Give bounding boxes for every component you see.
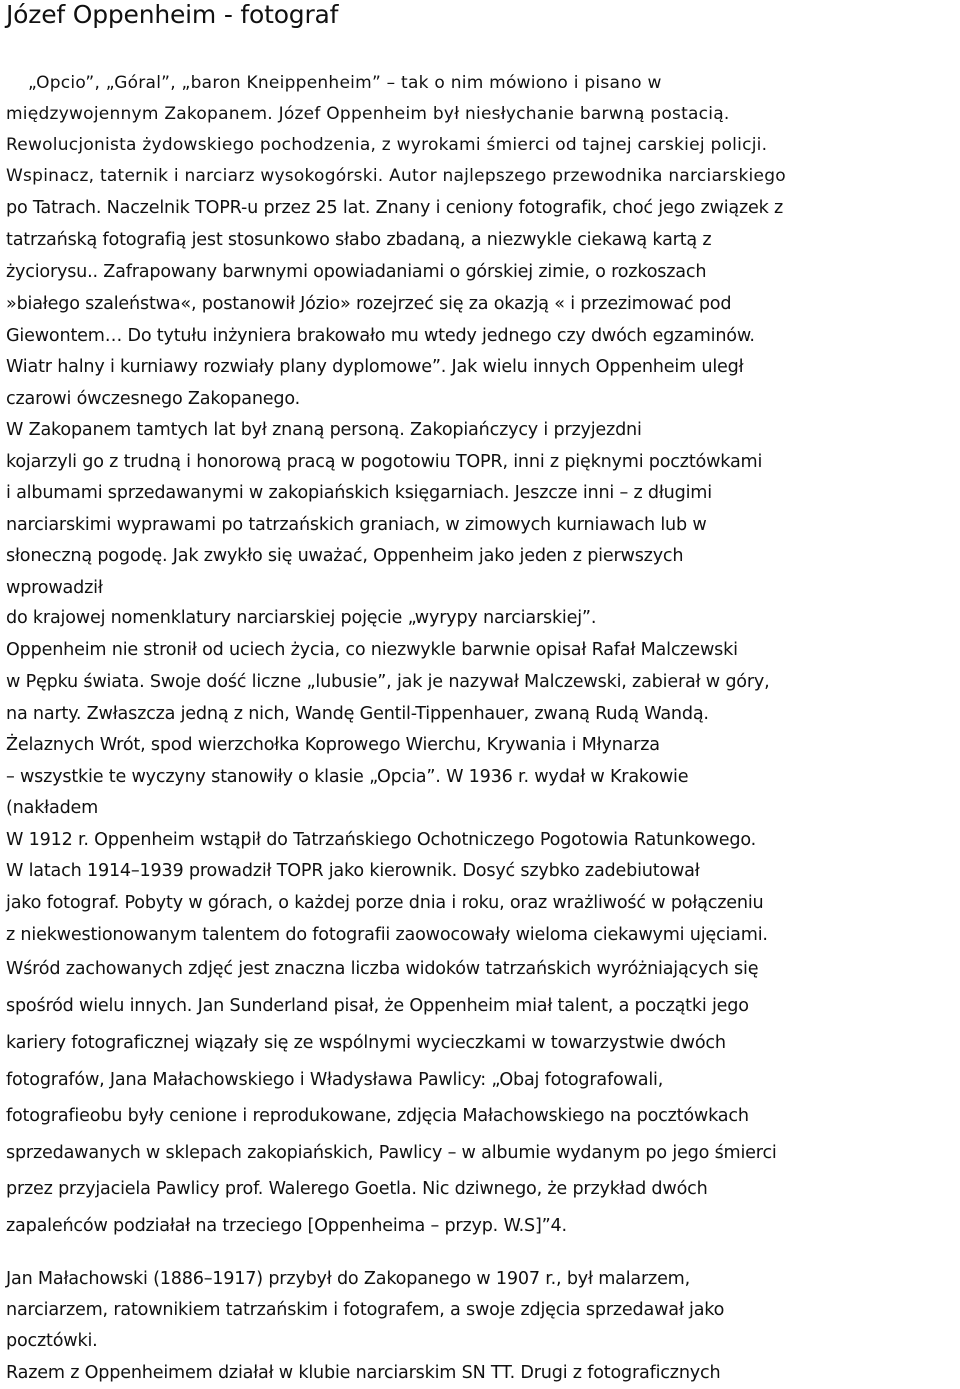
text-line: Rewolucjonista żydowskiego pochodzenia, z wyrokami śmierci od tajnej carskiej policji. (6, 135, 768, 155)
text-line: po Tatrach. Naczelnik TOPR-u przez 25 lat. Znany i ceniony fotografik, choć jego związek z (6, 198, 784, 218)
text-line: wprowadził (6, 578, 103, 598)
text-line: – wszystkie te wyczyny stanowiły o klasie „Opcia”. W 1936 r. wydał w Krakowie (6, 767, 689, 787)
text-line: słoneczną pogodę. Jak zwykło się uważać, Oppenheim jako jeden z pierwszych (6, 546, 684, 566)
text-line: życiorysu.. Zafrapowany barwnymi opowiadaniami o górskiej zimie, o rozkoszach (6, 262, 707, 282)
text-line: zapaleńców podziałał na trzeciego [Oppenheima – przyp. W.S]”4. (6, 1216, 567, 1236)
text-line: Wspinacz, taternik i narciarz wysokogórski. Autor najlepszego przewodnika narciarskiego (6, 166, 786, 186)
text-line: „Opcio”, „Góral”, „baron Kneippenheim” – tak o nim mówiono i pisano w (28, 73, 662, 93)
text-line: czarowi ówczesnego Zakopanego. (6, 389, 301, 409)
text-line: spośród wielu innych. Jan Sunderland pisał, że Oppenheim miał talent, a początki jego (6, 996, 749, 1016)
text-line: W Zakopanem tamtych lat był znaną personą. Zakopiańczycy i przyjezdni (6, 420, 642, 440)
text-line: narciarskimi wyprawami po tatrzańskich graniach, w zimowych kurniawach lub w (6, 515, 707, 535)
text-line: narciarzem, ratownikiem tatrzańskim i fotografem, a swoje zdjęcia sprzedawał jako (6, 1300, 725, 1320)
text-line: »białego szaleństwa«, postanowił Józio» rozejrzeć się za okazją « i przezimować pod (6, 294, 732, 314)
text-line: sprzedawanych w sklepach zakopiańskich, Pawlicy – w albumie wydanym po jego śmierci (6, 1143, 777, 1163)
text-line: kojarzyli go z trudną i honorową pracą w pogotowiu TOPR, inni z pięknymi pocztówkami (6, 452, 763, 472)
text-line: Żelaznych Wrót, spod wierzchołka Koprowego Wierchu, Krywania i Młynarza (6, 735, 660, 755)
text-line: fotografieobu były cenione i reprodukowane, zdjęcia Małachowskiego na pocztówkach (6, 1106, 749, 1126)
text-line: W 1912 r. Oppenheim wstąpił do Tatrzańskiego Ochotniczego Pogotowia Ratunkowego. (6, 830, 757, 850)
text-line: na narty. Zwłaszcza jedną z nich, Wandę Gentil-Tippenhauer, zwaną Rudą Wandą. (6, 704, 709, 724)
text-line: z niekwestionowanym talentem do fotografii zaowocowały wieloma ciekawymi ujęciami. (6, 925, 768, 945)
text-line: międzywojennym Zakopanem. Józef Oppenheim był niesłychanie barwną postacią. (6, 104, 730, 124)
text-line: przez przyjaciela Pawlicy prof. Walerego Goetla. Nic dziwnego, że przykład dwóch (6, 1179, 708, 1199)
text-line: w Pępku świata. Swoje dość liczne „lubusie”, jak je nazywał Malczewski, zabierał w góry, (6, 672, 770, 692)
text-line: Wśród zachowanych zdjęć jest znaczna liczba widoków tatrzańskich wyróżniających się (6, 959, 759, 979)
text-line: pocztówki. (6, 1331, 98, 1351)
text-line: jako fotograf. Pobyty w górach, o każdej porze dnia i roku, oraz wrażliwość w połączeniu (6, 893, 764, 913)
text-line: Jan Małachowski (1886–1917) przybył do Zakopanego w 1907 r., był malarzem, (6, 1269, 691, 1289)
text-line: Oppenheim nie stronił od uciech życia, co niezwykle barwnie opisał Rafał Malczewski (6, 640, 738, 660)
text-line: tatrzańską fotografią jest stosunkowo słabo zbadaną, a niezwykle ciekawą kartą z (6, 230, 712, 250)
text-line: i albumami sprzedawanymi w zakopiańskich księgarniach. Jeszcze inni – z długimi (6, 483, 712, 503)
text-line: fotografów, Jana Małachowskiego i Władysława Pawlicy: „Obaj fotografowali, (6, 1070, 664, 1090)
text-line: Giewontem… Do tytułu inżyniera brakowało mu wtedy jednego czy dwóch egzaminów. (6, 326, 755, 346)
document-title: Józef Oppenheim - fotograf (6, 0, 339, 29)
text-line: Razem z Oppenheimem działał w klubie narciarskim SN TT. Drugi z fotograficznych (6, 1363, 721, 1383)
text-line: Wiatr halny i kurniawy rozwiały plany dyplomowe”. Jak wielu innych Oppenheim uległ (6, 357, 744, 377)
text-line: do krajowej nomenklatury narciarskiej pojęcie „wyrypy narciarskiej”. (6, 608, 597, 628)
text-line: kariery fotograficznej wiązały się ze wspólnymi wycieczkami w towarzystwie dwóch (6, 1033, 726, 1053)
text-line: W latach 1914–1939 prowadził TOPR jako kierownik. Dosyć szybko zadebiutował (6, 861, 700, 881)
text-line: (nakładem (6, 798, 99, 818)
